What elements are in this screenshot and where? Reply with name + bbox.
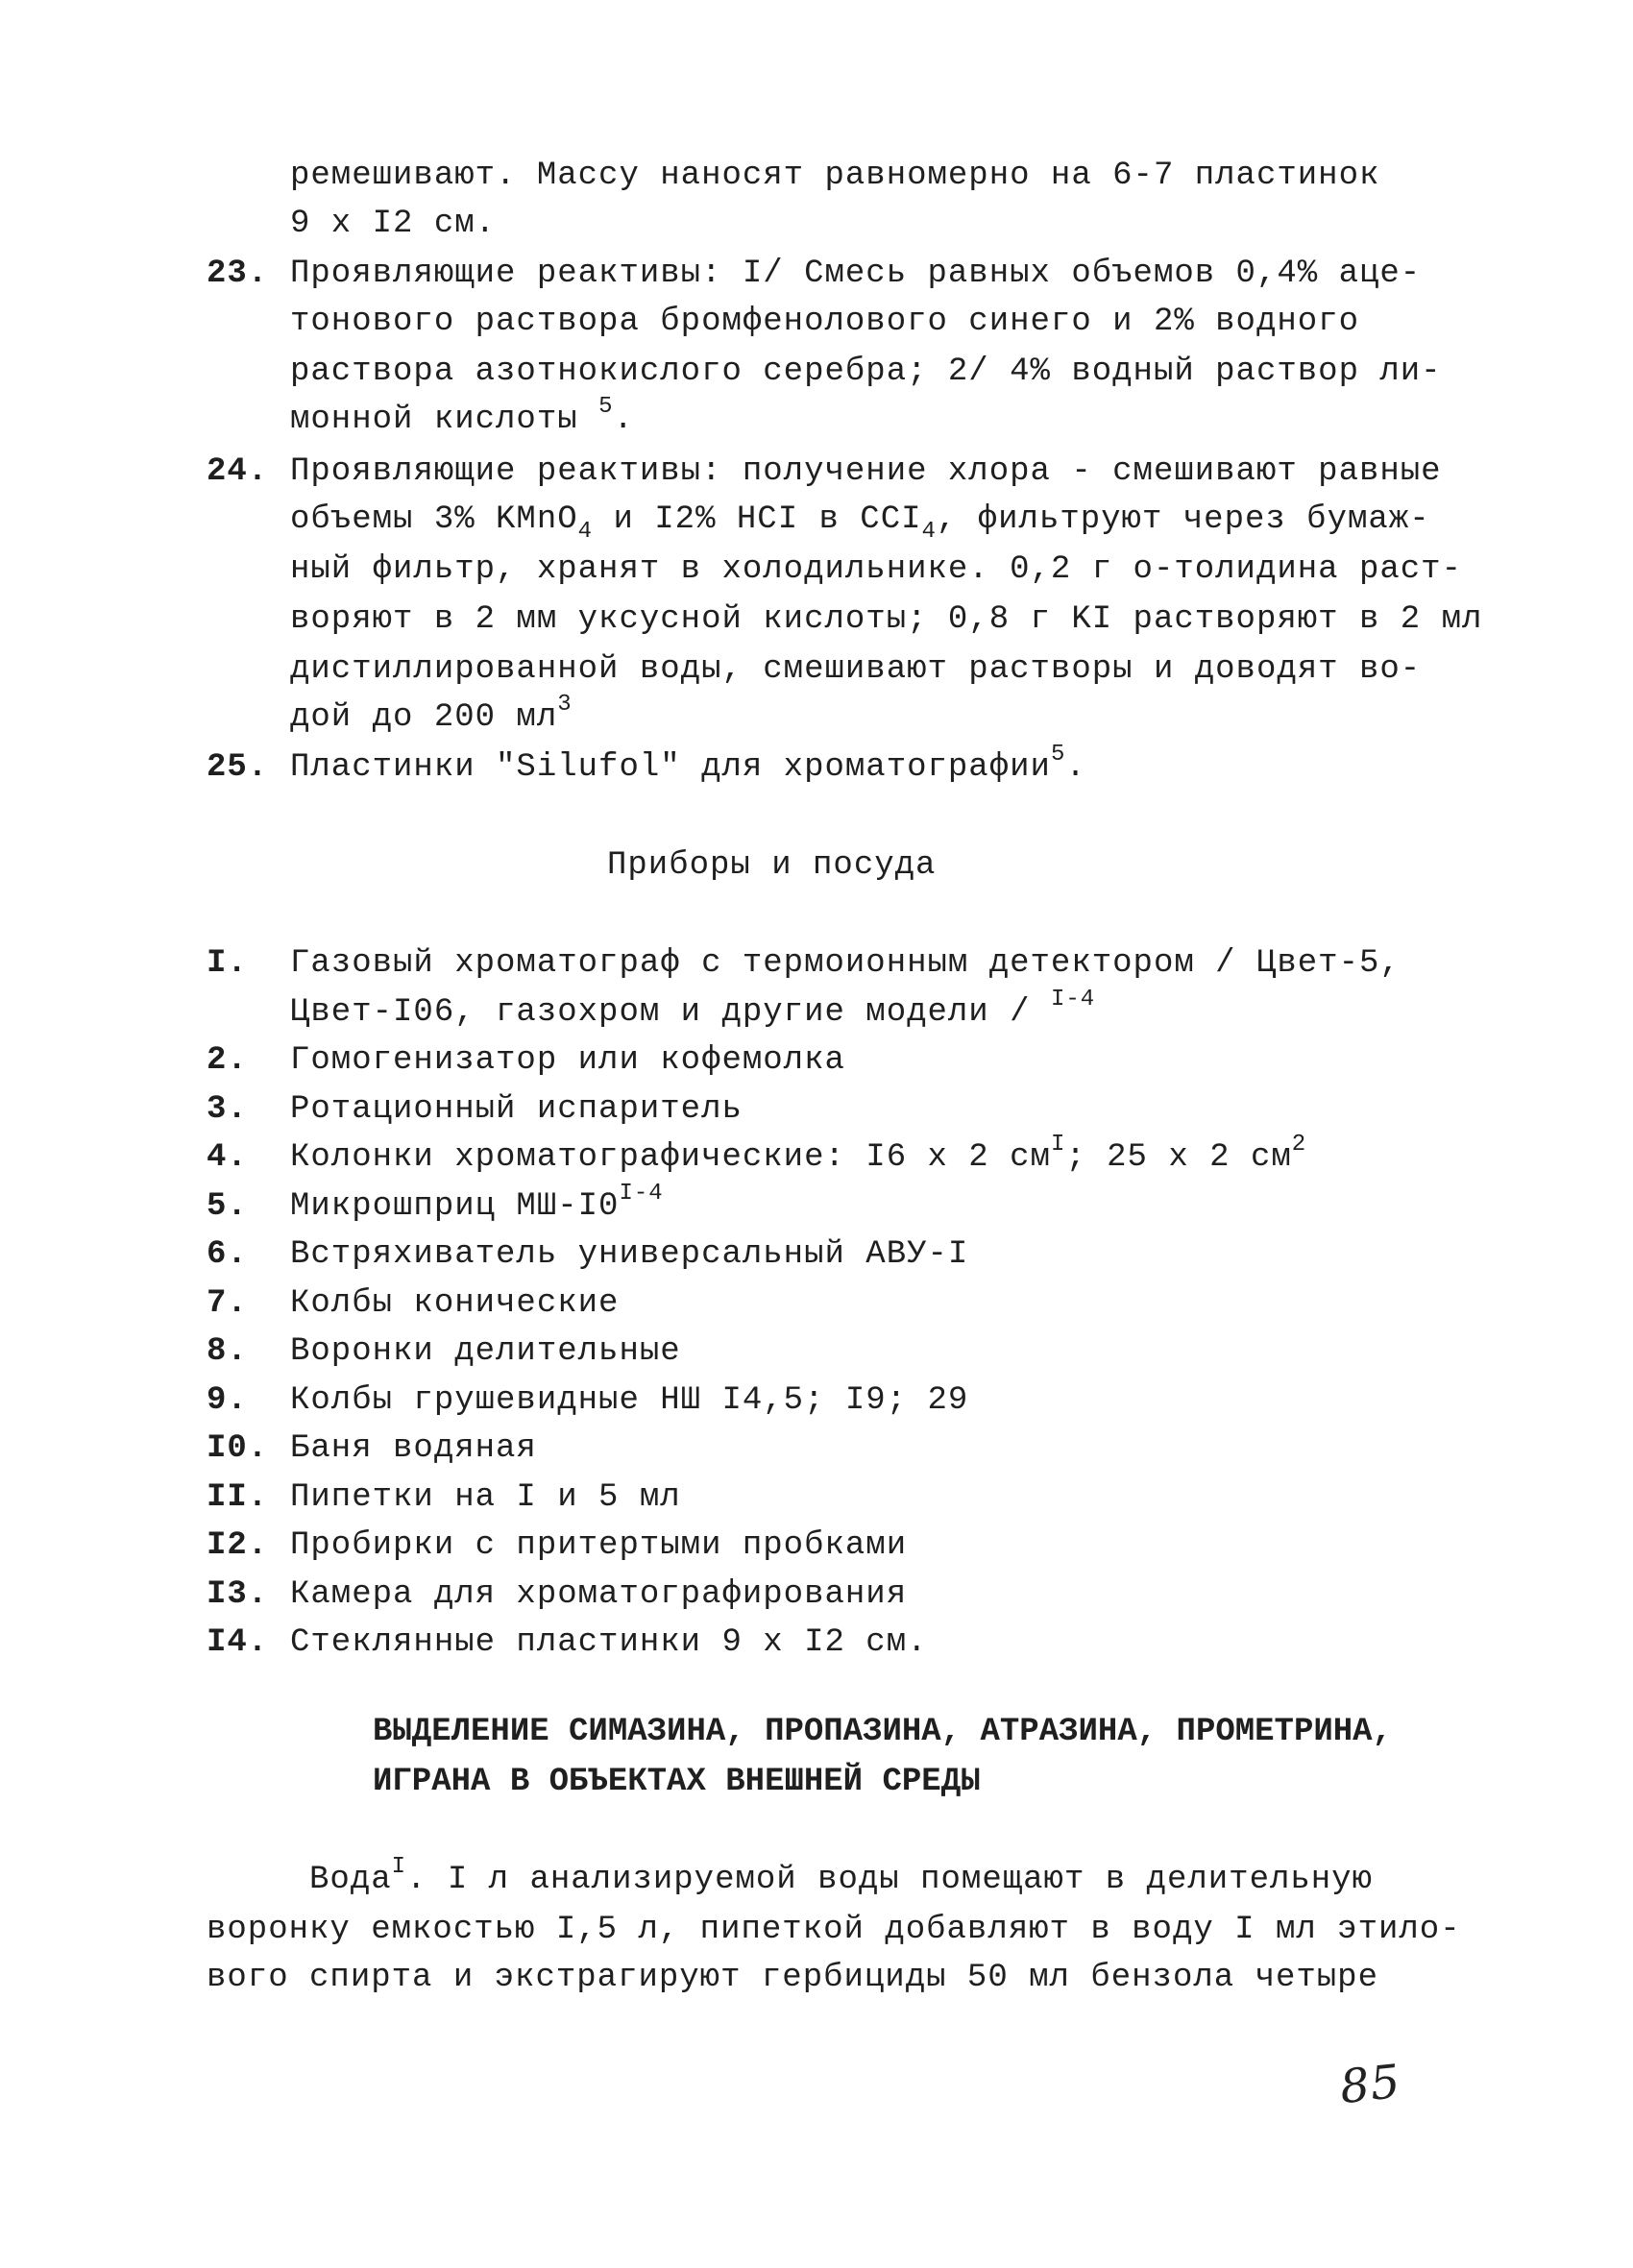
reagent-24-line3: ный фильтр, хранят в холодильнике. 0,2 г о-толидина раст- [290,551,1462,588]
equipment-item-text: Ротационный испаритель [290,1091,743,1128]
reagent-25-line [290,744,1086,792]
equipment-item-number: I4. [207,1624,269,1661]
reagent-24-line6 [290,694,573,742]
equipment-item-footnote: I [1050,1132,1066,1158]
equipment-item [290,1619,928,1667]
equipment-item-number: 3. [207,1091,248,1128]
reagent-24-line2 [290,496,1430,544]
reagent-22-continuation-line1: ремешивают. Массу наносят равномерно на 6-7 пластинок [290,158,1380,194]
equipment-item [290,1183,664,1231]
reagent-23-line3: раствора азотнокислого серебра; 2/ 4% водный раствор ли- [290,354,1442,390]
equipment-item-text: Колбы грушевидные НШ I4,5; I9; 29 [290,1382,969,1419]
equipment-item [290,1377,968,1425]
equipment-item-text-continued: ; 25 x 2 см [1065,1139,1292,1176]
reagent-25-number: 25. [207,749,269,786]
equipment-item [290,1328,681,1376]
equipment-item [290,1474,681,1522]
reagent-24-line4: воряют в 2 мм уксусной кислоты; 0,8 г KI растворяют в 2 мл [290,601,1483,638]
equipment-item-text: Баня водяная [290,1430,537,1467]
equipment-item-footnote: I-4 [1050,987,1096,1012]
equipment-item-text: Цвет-I06, газохром и другие модели / [290,994,1031,1031]
paragraph-water-label: Вода [309,1862,392,1898]
equipment-item-text: Камера для хроматографирования [290,1576,908,1613]
reagent-23-line4-text: монной кислоты [290,402,578,438]
section-title-line2: ИГРАНА В ОБЪЕКТАХ ВНЕШНЕЙ СРЕДЫ [373,1764,981,1800]
reagent-23-line2: тонового раствора бромфенолового синего и 2% водного [290,304,1359,340]
equipment-item [290,939,1401,988]
equipment-item [290,1522,907,1570]
equipment-item-number: 9. [207,1382,248,1419]
equipment-item-text: Газовый хроматограф с термоионным детектором / Цвет-5, [290,945,1401,982]
equipment-item-text: Пипетки на I и 5 мл [290,1479,681,1516]
reagent-24-number: 24. [207,453,269,490]
equipment-item [290,1134,1306,1182]
paragraph-line3: вого спирта и экстрагируют гербициды 50 мл бензола четыре [207,1960,1378,1996]
equipment-item-text: Микрошприц МШ-I0 [290,1188,620,1225]
equipment-item-text: Воронки делительные [290,1333,681,1370]
reagent-23-line4 [290,396,634,444]
page-number: 85 [1337,2054,1403,2115]
paragraph-line1 [309,1856,1373,1904]
reagent-24-line2-sub1: 4 [577,519,594,545]
reagent-23-line4-end: . [613,402,634,438]
equipment-item-text: Стеклянные пластинки 9 x I2 см. [290,1624,928,1661]
equipment-item-number: 6. [207,1236,248,1273]
equipment-item-number: 4. [207,1139,248,1176]
equipment-item-number: I2. [207,1527,269,1564]
equipment-item-text: Колонки хроматографические: I6 x 2 см [290,1139,1051,1176]
reagent-24-line2-part-a: объемы 3% KMnO [290,501,578,538]
reagent-23-line1: Проявляющие реактивы: I/ Смесь равных объемов 0,4% аце- [290,256,1422,292]
equipment-item-footnote: I-4 [619,1181,664,1207]
equipment-item [290,1231,968,1279]
equipment-item [290,1425,537,1473]
reagent-24-line2-part-b: и I2% HCI в CCI [593,501,922,538]
equipment-item-number: II. [207,1479,269,1516]
reagent-24-line2-sub2: 4 [921,519,937,545]
reagent-23-footnote: 5 [598,394,614,420]
equipment-item-text: Пробирки с притертыми пробками [290,1527,908,1564]
equipment-item [290,1280,619,1328]
paragraph-line1-rest: . I л анализируемой воды помещают в делительную [406,1862,1373,1898]
equipment-item-number: 8. [207,1333,248,1370]
equipment-item [290,988,1095,1036]
equipment-heading: Приборы и посуда [607,847,937,884]
reagent-25-text: Пластинки "Silufol" для хроматографии [290,749,1051,786]
equipment-item-number: 5. [207,1188,248,1225]
equipment-item-text: Гомогенизатор или кофемолка [290,1042,845,1079]
reagent-24-line2-part-c: , фильтруют через бумаж- [936,501,1430,538]
equipment-item-text: Колбы конические [290,1285,620,1322]
equipment-item [290,1571,907,1619]
reagent-24-footnote: 3 [557,692,573,718]
equipment-item-number: I3. [207,1576,269,1613]
equipment-item-number: 7. [207,1285,248,1322]
equipment-item-text: Встряхиватель универсальный АВУ-I [290,1236,969,1273]
equipment-item-number: I0. [207,1430,269,1467]
equipment-item-number: I. [207,945,248,982]
reagent-24-line1: Проявляющие реактивы: получение хлора - смешивают равные [290,453,1442,490]
paragraph-footnote: I [391,1854,407,1880]
reagent-22-continuation-line2: 9 x I2 см. [290,206,497,242]
equipment-item-number: 2. [207,1042,248,1079]
reagent-25-footnote: 5 [1050,742,1066,768]
reagent-23-number: 23. [207,256,269,292]
section-title-line1: ВЫДЕЛЕНИЕ СИМАЗИНА, ПРОПАЗИНА, АТРАЗИНА, ПРОМЕТРИНА, [373,1714,1392,1750]
equipment-item [290,1036,845,1085]
equipment-item [290,1085,743,1134]
reagent-24-line5: дистиллированной воды, смешивают растворы и доводят во- [290,651,1422,688]
paragraph-line2: воронку емкостью I,5 л, пипеткой добавляют в воду I мл этило- [207,1912,1461,1948]
reagent-25-end: . [1065,749,1086,786]
equipment-item-footnote-2: 2 [1291,1132,1307,1158]
reagent-24-line6-text: дой до 200 мл [290,699,558,736]
